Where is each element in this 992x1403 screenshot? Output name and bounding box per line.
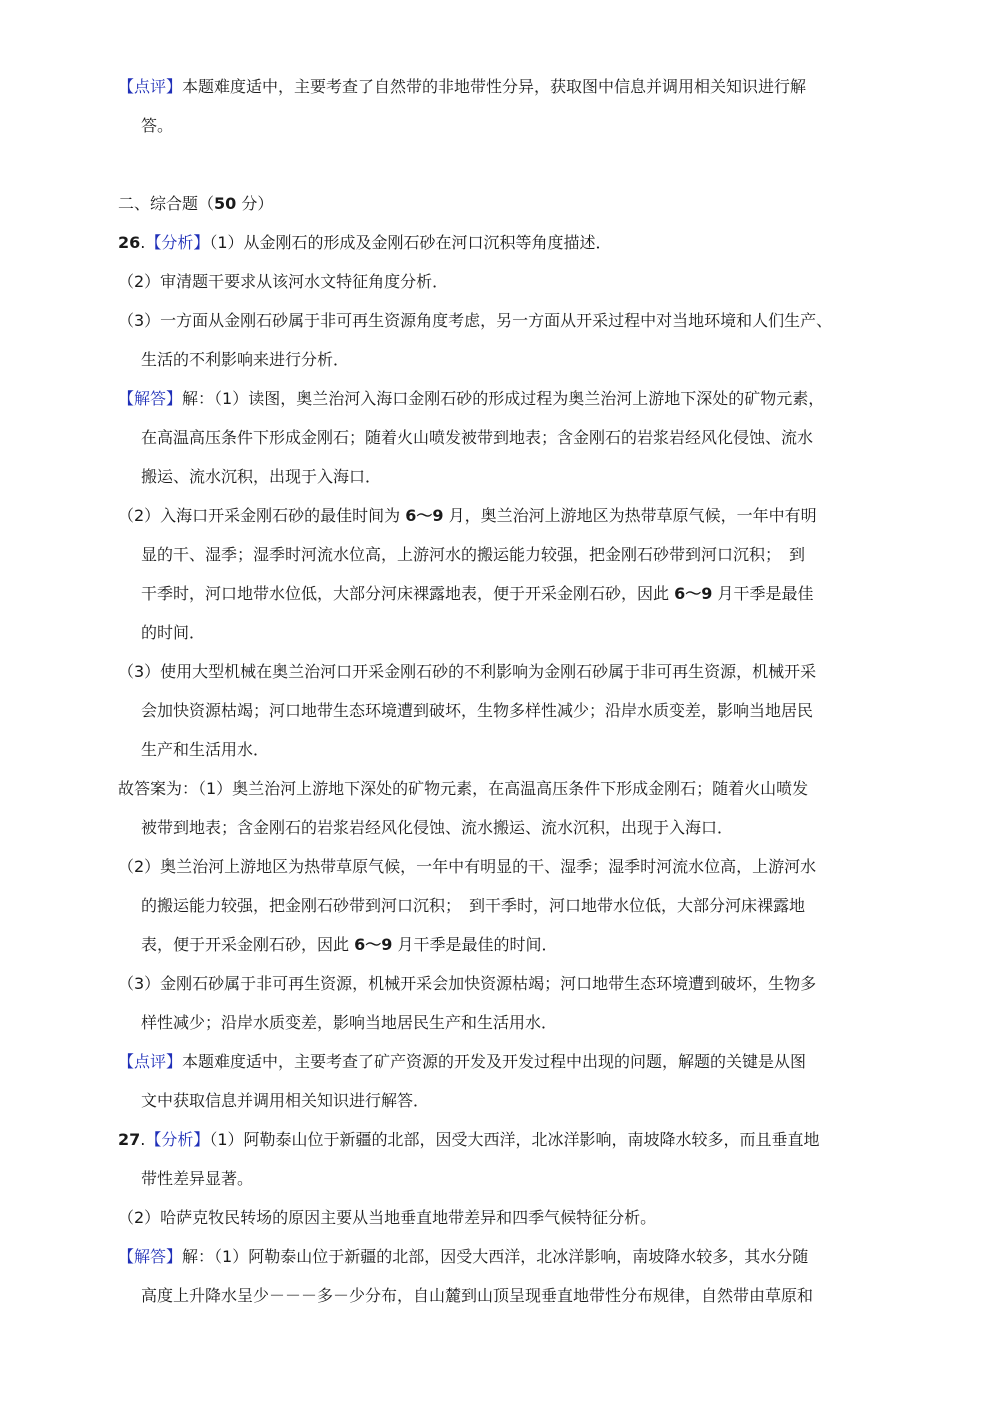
question-number: 27 bbox=[118, 1130, 141, 1149]
q26-solution-line: （3）使用大型机械在奥兰治河口开采金刚石砂的不利影响为金刚石砂属于非可再生资源，机械开采 bbox=[118, 662, 817, 681]
q26-answer-line: 的搬运能力较强，把金刚石砂带到河口沉积； 到干季时，河口地带水位低，大部分河床裸露地 bbox=[141, 896, 806, 915]
q26-remark-line: 文中获取信息并调用相关知识进行解答． bbox=[141, 1091, 430, 1110]
analysis-tag: 【分析】 bbox=[145, 1130, 210, 1149]
q27-solution-line: 高度上升降水呈少－－－多－少分布，自山麓到山顶呈现垂直地带性分布规律，自然带由草原和 bbox=[141, 1286, 814, 1305]
remark-tag: 【点评】 bbox=[118, 1052, 183, 1071]
q27-analysis-line: （2）哈萨克牧民转场的原因主要从当地垂直地带差异和四季气候特征分析。 bbox=[118, 1208, 657, 1227]
solution-tag: 【解答】 bbox=[118, 1247, 183, 1266]
question-number: 26 bbox=[118, 233, 141, 252]
q26-solution-line: 的时间． bbox=[141, 623, 206, 642]
q26-answer-line: （2）奥兰治河上游地区为热带草原气候，一年中有明显的干、湿季；湿季时河流水位高，上游河水 bbox=[118, 857, 817, 876]
q27-analysis-line: 27.【分析】（1）阿勒泰山位于新疆的北部，因受大西洋，北冰洋影响，南坡降水较多，而且垂直地 bbox=[118, 1130, 820, 1149]
remark-line bbox=[141, 116, 901, 136]
q26-answer-line: （3）金刚石砂属于非可再生资源，机械开采会加快资源枯竭；河口地带生态环境遭到破坏，生物多 bbox=[118, 974, 817, 993]
q26-analysis-line: （3）一方面从金刚石砂属于非可再生资源角度考虑，另一方面从开采过程中对当地环境和人们生产、 bbox=[118, 311, 833, 330]
q26-analysis-line: 生活的不利影响来进行分析． bbox=[141, 350, 350, 369]
q26-solution-line: 会加快资源枯竭；河口地带生态环境遭到破坏，生物多样性减少；沿岸水质变差，影响当地居民 bbox=[141, 701, 814, 720]
q26-analysis-line: （2）审清题干要求从该河水文特征角度分析． bbox=[118, 272, 449, 291]
q26-analysis-line: 26.【分析】（1）从金刚石的形成及金刚石砂在河口沉积等角度描述． bbox=[118, 233, 612, 252]
q26-answer-line: 被带到地表；含金刚石的岩浆岩经风化侵蚀、流水搬运、流水沉积，出现于入海口． bbox=[141, 818, 734, 837]
q26-solution-line: 【解答】解：（1）读图，奥兰治河入海口金刚石砂的形成过程为奥兰治河上游地下深处的矿物元素， bbox=[118, 389, 825, 408]
analysis-tag: 【分析】 bbox=[145, 233, 210, 252]
remark-line bbox=[118, 77, 878, 97]
section-title: 二、综合题（50 分） bbox=[118, 194, 274, 213]
q26-solution-line: 搬运、流水沉积，出现于入海口． bbox=[141, 467, 382, 486]
q26-solution-line: 生产和生活用水． bbox=[141, 740, 270, 759]
solution-tag: 【解答】 bbox=[118, 389, 183, 408]
q26-answer-line: 样性减少；沿岸水质变差，影响当地居民生产和生活用水． bbox=[141, 1013, 558, 1032]
remark-text: 本题难度适中，主要考查了自然带的非地带性分异，获取图中信息并调用相关知识进行解 bbox=[182, 77, 807, 96]
q26-answer-line: 表，便于开采金刚石砂，因此 6～9 月干季是最佳的时间． bbox=[141, 935, 558, 954]
q26-solution-line: 干季时，河口地带水位低，大部分河床裸露地表，便于开采金刚石砂，因此 6～9 月干季是最佳 bbox=[141, 584, 814, 603]
remark-tag: 【点评】 bbox=[118, 77, 183, 96]
q26-answer-line: 故答案为：（1）奥兰治河上游地下深处的矿物元素，在高温高压条件下形成金刚石；随着火山喷发 bbox=[118, 779, 809, 798]
q26-solution-line: （2）入海口开采金刚石砂的最佳时间为 6～9 月，奥兰治河上游地区为热带草原气候，一年中有明 bbox=[118, 506, 817, 525]
q27-solution-line: 【解答】解：（1）阿勒泰山位于新疆的北部，因受大西洋，北冰洋影响，南坡降水较多，其水分随 bbox=[118, 1247, 809, 1266]
q26-solution-line: 显的干、湿季；湿季时河流水位高，上游河水的搬运能力较强，把金刚石砂带到河口沉积； 到 bbox=[141, 545, 806, 564]
q27-analysis-line: 带性差异显著。 bbox=[141, 1169, 254, 1188]
q26-solution-line: 在高温高压条件下形成金刚石；随着火山喷发被带到地表；含金刚石的岩浆岩经风化侵蚀、流水 bbox=[141, 428, 814, 447]
remark-text: 答。 bbox=[141, 116, 174, 135]
q26-remark-line: 【点评】本题难度适中，主要考查了矿产资源的开发及开发过程中出现的问题，解题的关键是从图 bbox=[118, 1052, 807, 1071]
